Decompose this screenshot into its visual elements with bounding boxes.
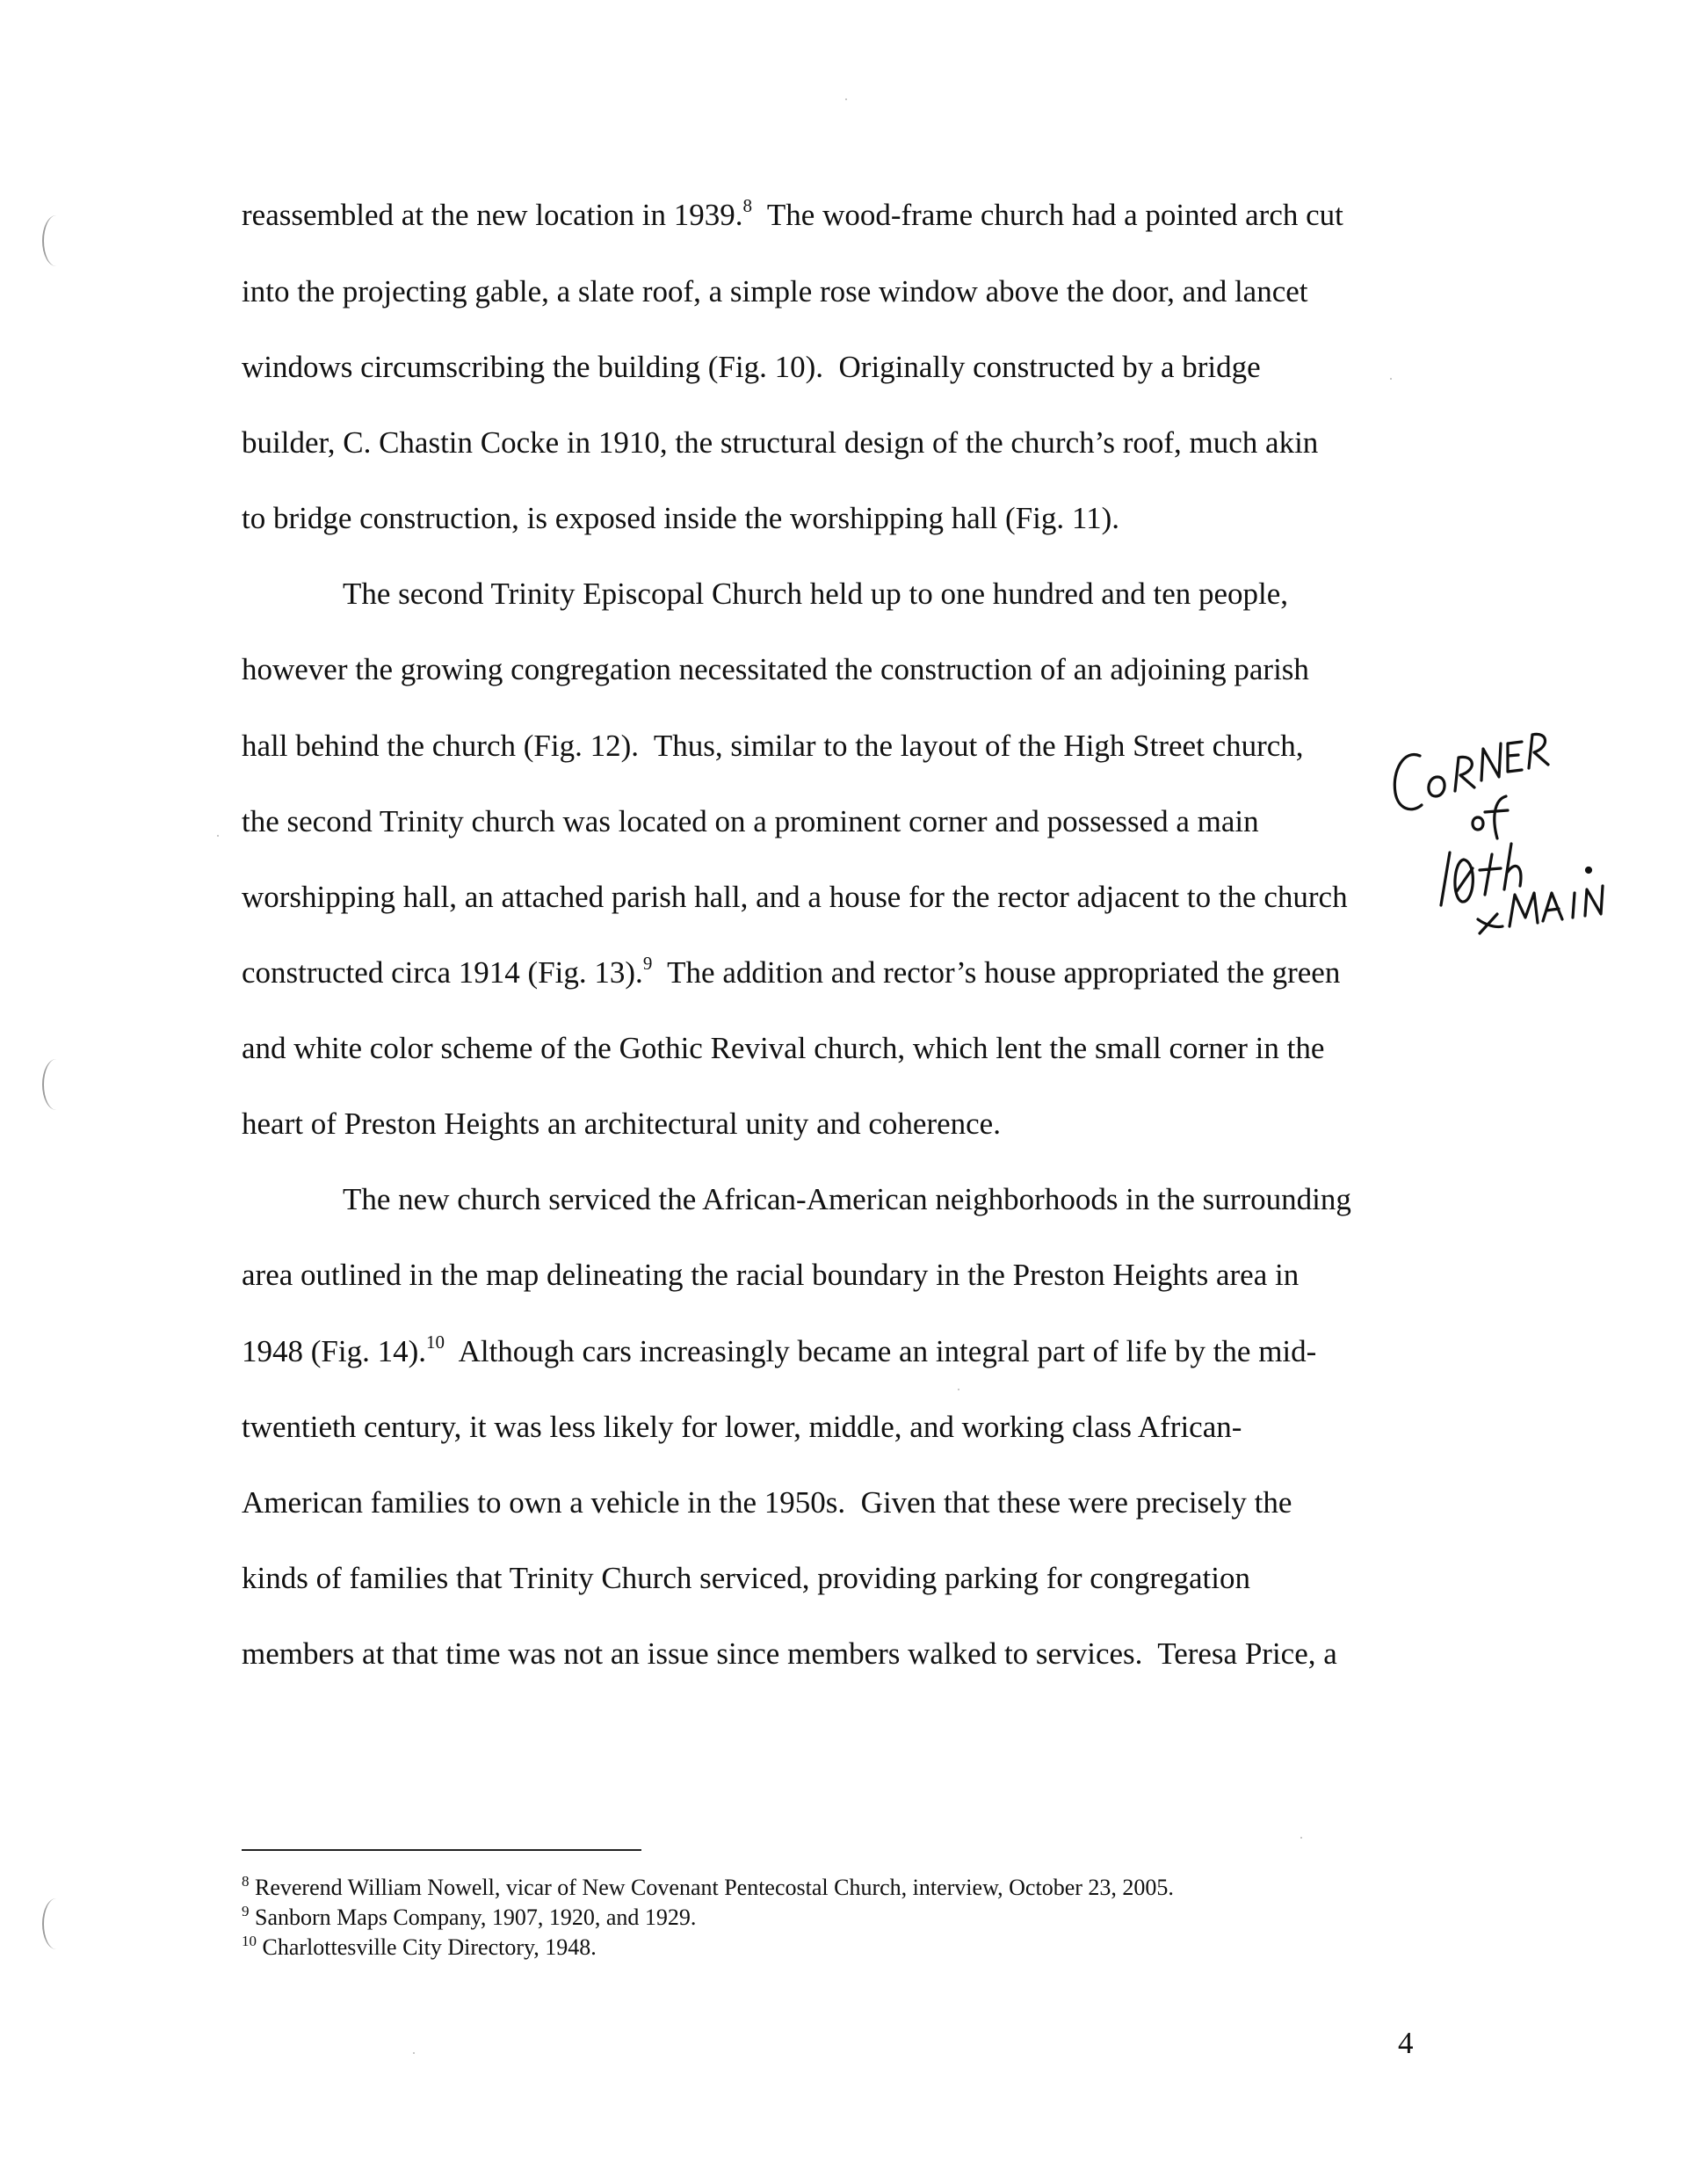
scan-speck (217, 835, 219, 837)
footnote-ref: 9 (642, 953, 653, 974)
body-line: heart of Preston Heights an architectural unity and coherence. (242, 1107, 1001, 1141)
body-line: worshipping hall, an attached parish hall, and a house for the rector adjacent to the church (242, 880, 1348, 914)
body-line: however the growing congregation necessitated the construction of an adjoining parish (242, 652, 1309, 686)
footnote-ref: 10 (426, 1331, 445, 1353)
body-line: and white color scheme of the Gothic Revival church, which lent the small corner in the (242, 1031, 1325, 1065)
body-line: kinds of families that Trinity Church serviced, providing parking for congregation (242, 1561, 1250, 1595)
scan-speck (1300, 1837, 1302, 1839)
body-line: to bridge construction, is exposed inside the worshipping hall (Fig. 11). (242, 501, 1119, 535)
body-line: American families to own a vehicle in the 1950s. Given that these were precisely the (242, 1485, 1292, 1520)
page-number: 4 (1398, 2026, 1414, 2060)
body-line: into the projecting gable, a slate roof, a simple rose window above the door, and lancet (242, 274, 1308, 308)
body-line: members at that time was not an issue since members walked to services. Teresa Price, a (242, 1636, 1337, 1671)
paragraph-first-line: The second Trinity Episcopal Church held up to one hundred and ten people, (343, 577, 1289, 611)
paragraph-first-line: The new church serviced the African-American neighborhoods in the surrounding (343, 1182, 1351, 1216)
scan-speck (1390, 378, 1392, 380)
body-line: reassembled at the new location in 1939.$^8$ The wood-frame church had a pointed arch cut (242, 195, 1343, 232)
body-line: hall behind the church (Fig. 12). Thus, similar to the layout of the High Street church, (242, 729, 1304, 763)
binding-hole-mark (42, 215, 70, 266)
scan-speck (845, 98, 847, 100)
body-line: area outlined in the map delineating the racial boundary in the Preston Heights area in (242, 1258, 1300, 1292)
body-line: twentieth century, it was less likely for lower, middle, and working class African- (242, 1410, 1242, 1444)
body-line: constructed circa 1914 (Fig. 13).$^9$ The addition and rector’s house appropriated the green (242, 953, 1341, 990)
footnote-separator (242, 1849, 641, 1851)
body-line: builder, C. Chastin Cocke in 1910, the structural design of the church’s roof, much akin (242, 425, 1319, 460)
body-line: the second Trinity church was located on a prominent corner and possessed a main (242, 804, 1259, 838)
handwritten-margin-note (1387, 722, 1650, 969)
footnote: $^9$ Sanborn Maps Company, 1907, 1920, and 1929. (242, 1903, 697, 1930)
scan-speck (413, 2052, 415, 2054)
footnote: $^{10}$ Charlottesville City Directory, 1948. (242, 1933, 597, 1960)
body-line: 1948 (Fig. 14).$^{10}$ Although cars increasingly became an integral part of life by the mid- (242, 1331, 1317, 1368)
body-line: windows circumscribing the building (Fig. 10). Originally constructed by a bridge (242, 350, 1261, 384)
binding-hole-mark (42, 1898, 70, 1949)
footnote-ref: 8 (742, 195, 753, 216)
binding-hole-mark (42, 1059, 70, 1110)
scan-speck (958, 1389, 959, 1390)
footnote: $^8$ Reverend William Nowell, vicar of New Covenant Pentecostal Church, interview, October 23, 2005. (242, 1873, 1174, 1900)
